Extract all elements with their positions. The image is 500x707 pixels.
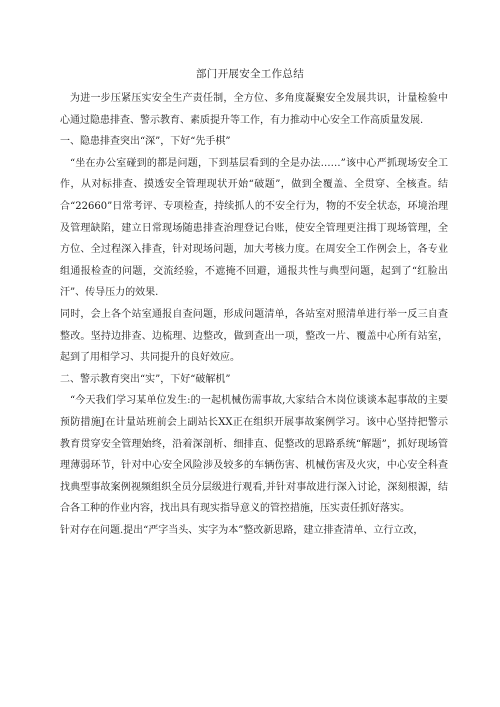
document-body xyxy=(60,88,448,541)
body-paragraph: “今天我们学习某单位发生:的一起机械伤需事故,大家结合木岗位谈谈本起事故的主要预防措施J在计量站班前会上副站长XX正在组织开展事故案例学习。该中心坚持把警示教育贯穿安全管理始终，沿着深剖析、细排直、促整改的思路系统“解题”，抓好现场管理薄弱环节，针对中心安全风险涉及较多的车辆伤害、机械伤害及火灾，中心安全科查找典型事故案例视频组织全员分层级进行观看,并针对事故进行深入讨论，深刻根源，结合各工种的作业内容，找出具有现实指导意义的管控措施，压实责任抓好落实。 xyxy=(60,395,448,515)
intro-paragraph: 为进一步压紧压实安全生产责任制，全方位、多角度凝聚安全发展共识，计量检验中心通过隐患排查、警示教育、素质提升等工作，有力推动中心安全工作高质量发展. xyxy=(60,93,448,126)
document-title: 部门开展安全工作总结 xyxy=(196,68,304,80)
body-paragraph: “坐在办公室碰到的都是问题，下到基层看到的全是办法……”该中心严抓现场安全工作，从对标排查、摸透安全管理现状开始“破题”，做到全覆盖、全贯穿、全核查。结合“22660”日常考评、专项检查，持续抓人的不安全行为，物的不安全状态，环境治理及管理缺陷，建立日常现场随患排查治理登记台账，使安全管理更注揖丁现场管理，全方位、全过程深入排查，针对现场问题，加大考核力度。在周安全工作例会上，各专业组通报检查的问题，交流经验，不遮掩不回避，通报共性与典型问题，起到了“红脸出汗”、传导压力的效果. xyxy=(60,157,448,299)
body-paragraph: 同时，会上各个站室通报自查问题，形成问题清单，各站室对照清单进行举一反三自查整改。坚持边排查、边梳理、边整改，做到查出一项，整改一片、覆盖中心所有站室，起到了用相学习、共同提升的良好效应。 xyxy=(60,308,448,364)
section-heading-2: 二、警示教育突出“实”，下好“破解机” xyxy=(60,373,231,385)
section-heading-1: 一、隐患排查突出“深”，下好“先手棋” xyxy=(60,136,231,148)
body-paragraph: 针对存在问题.提出“严字当头、实字为本”整改新思路，建立排查清单、立行立改， xyxy=(60,524,424,536)
